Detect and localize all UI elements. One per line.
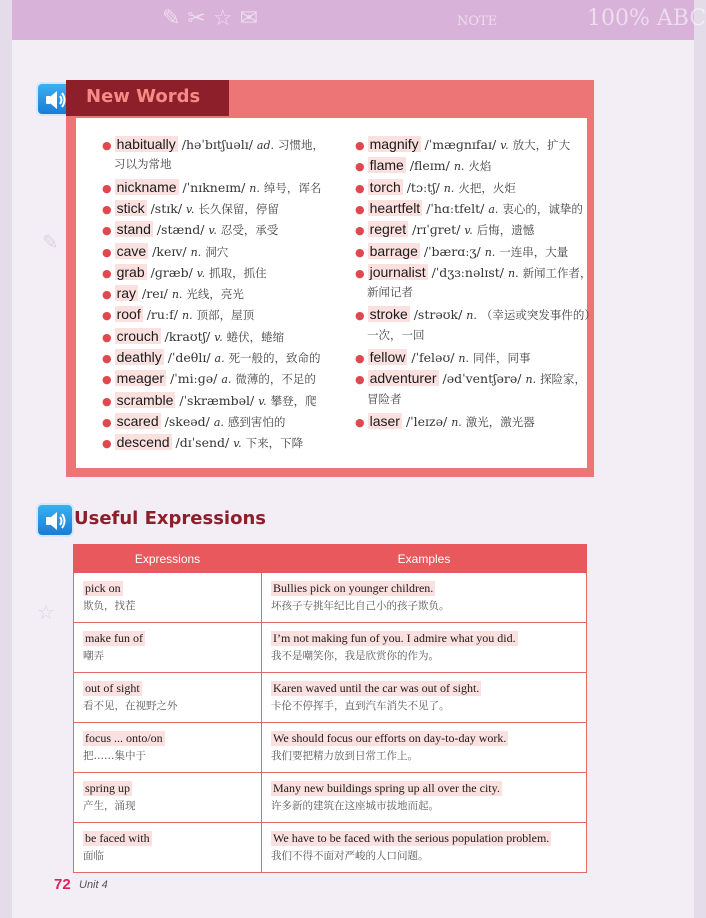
headword: regret — [369, 221, 407, 238]
headword: scared — [116, 412, 159, 429]
word-entry — [102, 199, 279, 219]
definition-continuation: 一次，一回 — [367, 327, 425, 342]
word-entry — [355, 348, 530, 368]
bullet-icon: ● — [355, 266, 365, 280]
definition: 绰号，诨名 — [263, 180, 322, 195]
definition: （幸运或突发事件的） — [480, 308, 596, 323]
definition-continuation: 新闻记者 — [367, 285, 413, 300]
bullet-icon: ● — [102, 309, 112, 323]
word-entry — [355, 242, 568, 262]
definition: 抓取，抓住 — [209, 265, 267, 280]
headword: stroke — [369, 306, 408, 323]
bullet-icon: ● — [355, 202, 365, 216]
bullet-icon: ● — [355, 245, 365, 259]
phonetic: /ɡræb/ — [150, 264, 193, 280]
definition: 后悔，遗憾 — [476, 223, 535, 238]
headword: descend — [116, 434, 170, 451]
definition: 火把，火炬 — [458, 180, 516, 195]
part-of-speech: n. — [507, 266, 519, 280]
expression-text: be faced with — [85, 831, 150, 845]
headword: crouch — [116, 327, 159, 344]
word-entry — [355, 412, 535, 432]
example-text: We have to be faced with the serious population problem. — [273, 831, 550, 845]
headword: meager — [116, 370, 165, 387]
headword: stand — [116, 221, 151, 238]
example-translation: 卡伦不停挥手，直到汽车消失不见了。 — [271, 700, 450, 712]
headword: nickname — [116, 178, 177, 195]
definition: 攀登，爬 — [270, 393, 317, 408]
phonetic: /ˈnɪkneɪm/ — [182, 179, 246, 195]
expression-text: out of sight — [85, 681, 140, 695]
definition: 衷心的，诚挚的 — [502, 201, 583, 216]
part-of-speech: ad. — [256, 139, 275, 152]
background-doodle: ✎ — [42, 230, 59, 254]
phonetic: /ˈbærɑːʒ/ — [423, 243, 481, 259]
word-entry — [102, 391, 317, 411]
expression-translation: 产生，涌现 — [83, 800, 136, 812]
phonetic: /ˈdʒɜːnəlɪst/ — [431, 264, 504, 280]
phonetic: /ˈhɑːtfelt/ — [426, 200, 485, 216]
example-translation: 许多新的建筑在这座城市拔地而起。 — [271, 800, 439, 812]
phonetic: /rɪˈɡret/ — [412, 222, 461, 238]
word-entry — [355, 135, 570, 155]
phonetic: /ˈfeləʊ/ — [411, 350, 455, 365]
bullet-icon: ● — [355, 373, 365, 387]
word-entry — [102, 348, 321, 368]
expression-translation: 面临 — [83, 850, 104, 862]
example-cell — [262, 623, 587, 673]
word-entry — [355, 220, 534, 240]
word-entry — [355, 369, 586, 389]
header-doodle-letters: ✎ ✂ ☆ ✉ — [162, 6, 259, 31]
bullet-icon: ● — [102, 224, 112, 238]
headword: laser — [369, 412, 400, 429]
part-of-speech: v. — [233, 437, 242, 451]
part-of-speech: n. — [190, 245, 202, 259]
headword: heartfelt — [369, 199, 421, 216]
phonetic: /ədˈventʃərə/ — [442, 371, 522, 387]
part-of-speech: n. — [453, 160, 465, 174]
part-of-speech: n. — [525, 373, 537, 387]
example-cell — [262, 723, 587, 773]
headword: roof — [116, 306, 141, 323]
definition: 微薄的，不足的 — [235, 372, 316, 387]
part-of-speech: v. — [258, 394, 267, 408]
table-row — [74, 823, 587, 873]
bullet-icon: ● — [102, 415, 112, 429]
definition: 一连串，大量 — [499, 244, 569, 259]
part-of-speech: v. — [500, 139, 509, 152]
table-row — [74, 623, 587, 673]
example-text: Many new buildings spring up all over the city. — [273, 781, 500, 795]
part-of-speech: n. — [484, 245, 496, 259]
bullet-icon: ● — [355, 309, 365, 323]
headword: ray — [116, 285, 137, 302]
word-entry — [355, 305, 596, 325]
definition: 探险家， — [540, 372, 587, 387]
table-header-row — [74, 545, 587, 573]
definition: 死一般的，致命的 — [228, 351, 321, 365]
bullet-icon: ● — [102, 394, 112, 408]
expression-translation: 看不见，在视野之外 — [83, 700, 178, 712]
definition: 光线，亮光 — [186, 287, 244, 302]
definition: 长久保留，停留 — [198, 201, 279, 216]
part-of-speech: a. — [221, 373, 232, 387]
bullet-icon: ● — [355, 181, 365, 195]
word-entry — [355, 178, 516, 198]
bullet-icon: ● — [102, 330, 112, 344]
bullet-icon: ● — [102, 266, 112, 280]
phonetic: /stɪk/ — [150, 200, 183, 216]
example-text: Karen waved until the car was out of sight. — [273, 681, 480, 695]
phonetic: /tɔːtʃ/ — [406, 179, 440, 195]
header-abc-text: 100% ABC — [587, 6, 706, 31]
bullet-icon: ● — [102, 202, 112, 216]
example-cell — [262, 673, 587, 723]
useful-expressions-title: Useful Expressions — [74, 508, 266, 529]
headword: grab — [116, 263, 145, 280]
part-of-speech: v. — [214, 330, 223, 344]
example-text: Bullies pick on younger children. — [273, 581, 434, 595]
example-translation: 我们不得不面对严峻的人口问题。 — [271, 850, 429, 862]
word-entry — [102, 135, 324, 155]
word-entry — [102, 242, 228, 262]
definition-continuation: 冒险者 — [367, 391, 402, 406]
phonetic: /kraʊtʃ/ — [164, 328, 211, 344]
expression-text: make fun of — [85, 631, 143, 645]
phonetic: /strəʊk/ — [413, 307, 463, 323]
bullet-icon: ● — [102, 373, 112, 387]
example-cell — [262, 823, 587, 873]
example-text: I’m not making fun of you. I admire what you did. — [273, 631, 516, 645]
phonetic: /ˈmiːɡə/ — [170, 371, 218, 387]
column-header-examples: Examples — [262, 545, 587, 573]
headword: stick — [116, 199, 145, 216]
definition: 感到害怕的 — [227, 414, 286, 429]
word-entry — [102, 369, 316, 389]
phonetic: /ˈleɪzə/ — [405, 413, 448, 429]
word-entry — [102, 305, 254, 325]
word-entry — [102, 178, 321, 198]
header-note-label: NOTE — [457, 14, 498, 29]
table-row — [74, 573, 587, 623]
table-row — [74, 773, 587, 823]
word-entry — [355, 156, 491, 176]
phonetic: /dɪˈsend/ — [175, 435, 230, 451]
word-entry — [102, 263, 267, 283]
headword: habitually — [116, 136, 176, 152]
column-header-expressions: Expressions — [74, 545, 262, 573]
definition: 火焰 — [468, 159, 492, 174]
part-of-speech: n. — [171, 288, 183, 302]
phonetic: /ˈdeθlɪ/ — [167, 350, 211, 365]
unit-label: Unit 4 — [79, 879, 108, 891]
part-of-speech: v. — [186, 202, 195, 216]
background-doodle: ☆ — [37, 600, 55, 624]
example-cell — [262, 773, 587, 823]
expressions-table — [73, 544, 587, 873]
bullet-icon: ● — [102, 288, 112, 302]
bullet-icon: ● — [355, 139, 365, 152]
part-of-speech: a. — [488, 202, 499, 216]
headword: flame — [369, 157, 404, 174]
definition: 激光，激光器 — [465, 414, 535, 429]
phonetic: /keɪv/ — [152, 243, 187, 259]
bullet-icon: ● — [102, 139, 112, 152]
expression-cell — [74, 573, 262, 623]
word-entry — [102, 412, 285, 432]
example-cell — [262, 573, 587, 623]
part-of-speech: n. — [458, 352, 469, 365]
headword: torch — [369, 178, 401, 195]
headword: journalist — [369, 263, 426, 280]
table-row — [74, 723, 587, 773]
part-of-speech: a. — [213, 415, 224, 429]
expression-cell — [74, 773, 262, 823]
part-of-speech: n. — [182, 309, 193, 323]
definition: 顶部，屋顶 — [196, 308, 255, 323]
definition: 下来，下降 — [245, 436, 304, 451]
page-number: 72 — [54, 876, 71, 893]
expression-cell — [74, 823, 262, 873]
page-frame-left — [0, 0, 12, 918]
headword: cave — [116, 242, 147, 259]
definition: 新闻工作者， — [522, 265, 592, 280]
expression-text: pick on — [85, 581, 121, 595]
expression-translation: 把……集中于 — [83, 750, 146, 762]
part-of-speech: v. — [196, 266, 206, 280]
word-entry — [102, 284, 244, 304]
definition: 忍受，承受 — [220, 223, 279, 238]
definition: 放大，扩大 — [512, 138, 571, 152]
word-entry — [355, 199, 583, 219]
phonetic: /stænd/ — [156, 222, 205, 238]
headword: magnify — [369, 136, 419, 152]
phonetic: /ruːf/ — [146, 307, 179, 323]
expression-cell — [74, 673, 262, 723]
example-translation: 我们要把精力放到日常工作上。 — [271, 750, 418, 762]
audio-speaker-icon[interactable] — [36, 503, 74, 537]
bullet-icon: ● — [355, 160, 365, 174]
word-entry — [102, 220, 278, 240]
header-decoration-band — [12, 0, 706, 40]
phonetic: /fleɪm/ — [409, 158, 450, 174]
headword: scramble — [116, 391, 174, 408]
bullet-icon: ● — [102, 245, 112, 259]
part-of-speech: n. — [451, 415, 462, 429]
definition: 蜷伏，蜷缩 — [226, 329, 285, 344]
phonetic: /ˈmæɡnɪfaɪ/ — [424, 137, 497, 152]
table-row — [74, 673, 587, 723]
example-translation: 我不是嘲笑你，我是欣赏你的作为。 — [271, 650, 439, 662]
part-of-speech: n. — [249, 181, 260, 195]
definition: 习惯地， — [278, 138, 324, 152]
phonetic: /ˈskræmbəl/ — [179, 392, 255, 408]
bullet-icon: ● — [355, 415, 365, 429]
expression-translation: 嘲弄 — [83, 650, 104, 662]
definition: 同伴，同事 — [472, 351, 531, 365]
expression-translation: 欺负，找茬 — [83, 600, 136, 612]
expression-cell — [74, 623, 262, 673]
new-words-title: New Words — [86, 86, 201, 107]
word-entry — [102, 433, 303, 453]
headword: barrage — [369, 242, 418, 259]
phonetic: /reɪ/ — [142, 286, 168, 302]
headword: adventurer — [369, 370, 437, 387]
expression-cell — [74, 723, 262, 773]
definition-continuation: 习以为常地 — [114, 157, 172, 172]
example-translation: 坏孩子专挑年纪比自己小的孩子欺负。 — [271, 600, 450, 612]
headword: fellow — [369, 349, 406, 365]
bullet-icon: ● — [102, 437, 112, 451]
definition: 洞穴 — [205, 244, 229, 259]
phonetic: /həˈbɪtʃuəlɪ/ — [181, 137, 253, 152]
part-of-speech: n. — [443, 181, 455, 195]
expression-text: spring up — [85, 781, 130, 795]
page-frame-right — [694, 0, 706, 918]
bullet-icon: ● — [102, 181, 112, 195]
part-of-speech: a. — [214, 352, 225, 365]
part-of-speech: v. — [208, 224, 217, 238]
part-of-speech: v. — [464, 224, 473, 238]
bullet-icon: ● — [355, 352, 365, 365]
example-text: We should focus our efforts on day-to-day work. — [273, 731, 507, 745]
expression-text: focus ... onto/on — [85, 731, 163, 745]
part-of-speech: n. — [466, 309, 477, 323]
phonetic: /skeəd/ — [164, 413, 210, 429]
word-entry — [102, 327, 284, 347]
headword: deathly — [116, 349, 162, 365]
bullet-icon: ● — [102, 352, 112, 365]
bullet-icon: ● — [355, 224, 365, 238]
word-entry — [355, 263, 592, 283]
